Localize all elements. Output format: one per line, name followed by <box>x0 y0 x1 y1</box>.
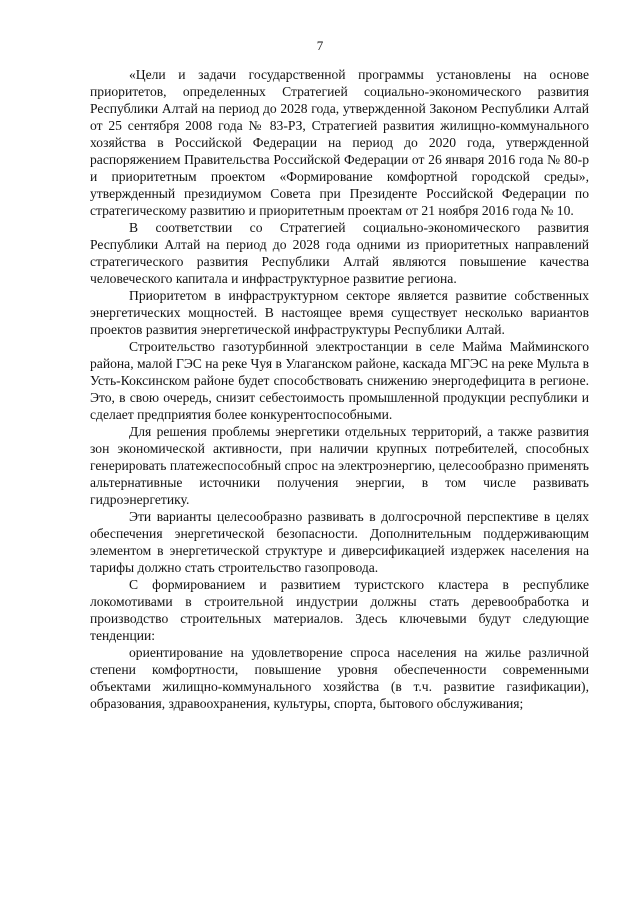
paragraph-power-plant-construction: Строительство газотурбинной электростанции в селе Майма Майминского района, малой ГЭС на реке Чуя в Улаганском районе, каскада МГЭС на реке Мульта в Усть-Коксинском районе будет способствовать снижению энергодефицита в регионе. Это, в свою очередь, снизит себестоимость промышленной продукции республики и сделает предприятия более конкурентоспособными. <box>90 339 589 422</box>
paragraph-strategy-priorities: В соответствии со Стратегией социально-экономического развития Республики Алтай на период до 2028 года одними из приоритетных направлений стратегического развития Республики Алтай являются повышение качества человеческого капитала и инфраструктурное развитие региона. <box>90 220 589 286</box>
page-number: 7 <box>316 38 324 53</box>
paragraph-alternative-energy: Для решения проблемы энергетики отдельных территорий, а также развития зон экономической активности, при наличии крупных потребителей, способных генерировать платежеспособный спрос на электроэнергию, целесообразно применять альтернативные источники получения энергии, в том числе развивать гидроэнергетику. <box>90 424 589 507</box>
paragraph-energy-security: Эти варианты целесообразно развивать в долгосрочной перспективе в целях обеспечения энергетической безопасности. Дополнительным поддерживающим элементом в энергетической структуре и диверсификацией издержек населения на тарифы должно стать строительство газопровода. <box>90 509 589 575</box>
paragraph-tourism-cluster: С формированием и развитием туристского кластера в республике локомотивами в строительной индустрии должны стать деревообработка и производство строительных материалов. Здесь ключевыми будут следующие тенденции: <box>90 577 589 643</box>
paragraph-housing-demand: ориентирование на удовлетворение спроса населения на жилье различной степени комфортности, повышение уровня обеспеченности современными объектами жилищно-коммунального хозяйства (в т.ч. развитие газификации), образования, здравоохранения, культуры, спорта, бытового обслуживания; <box>90 645 589 711</box>
document-body <box>90 66 589 712</box>
paragraph-infrastructure-priority: Приоритетом в инфраструктурном секторе является развитие собственных энергетических мощностей. В настоящее время существует несколько вариантов проектов развития энергетической инфраструктуры Республики Алтай. <box>90 288 589 337</box>
paragraph-program-goals: «Цели и задачи государственной программы установлены на основе приоритетов, определенных Стратегией социально-экономического развития Республики Алтай на период до 2028 года, утвержденной Законом Республики Алтай от 25 сентября 2008 года № 83-РЗ, Стратегией развития жилищно-коммунального хозяйства в Российской Федерации на период до 2020 года, утвержденной распоряжением Правительства Российской Федерации от 26 января 2016 года № 80-р и приоритетным проектом «Формирование комфортной городской среды», утвержденный президиумом Совета при Президенте Российской Федерации по стратегическому развитию и приоритетным проектам от 21 ноября 2016 года № 10. <box>90 67 589 218</box>
